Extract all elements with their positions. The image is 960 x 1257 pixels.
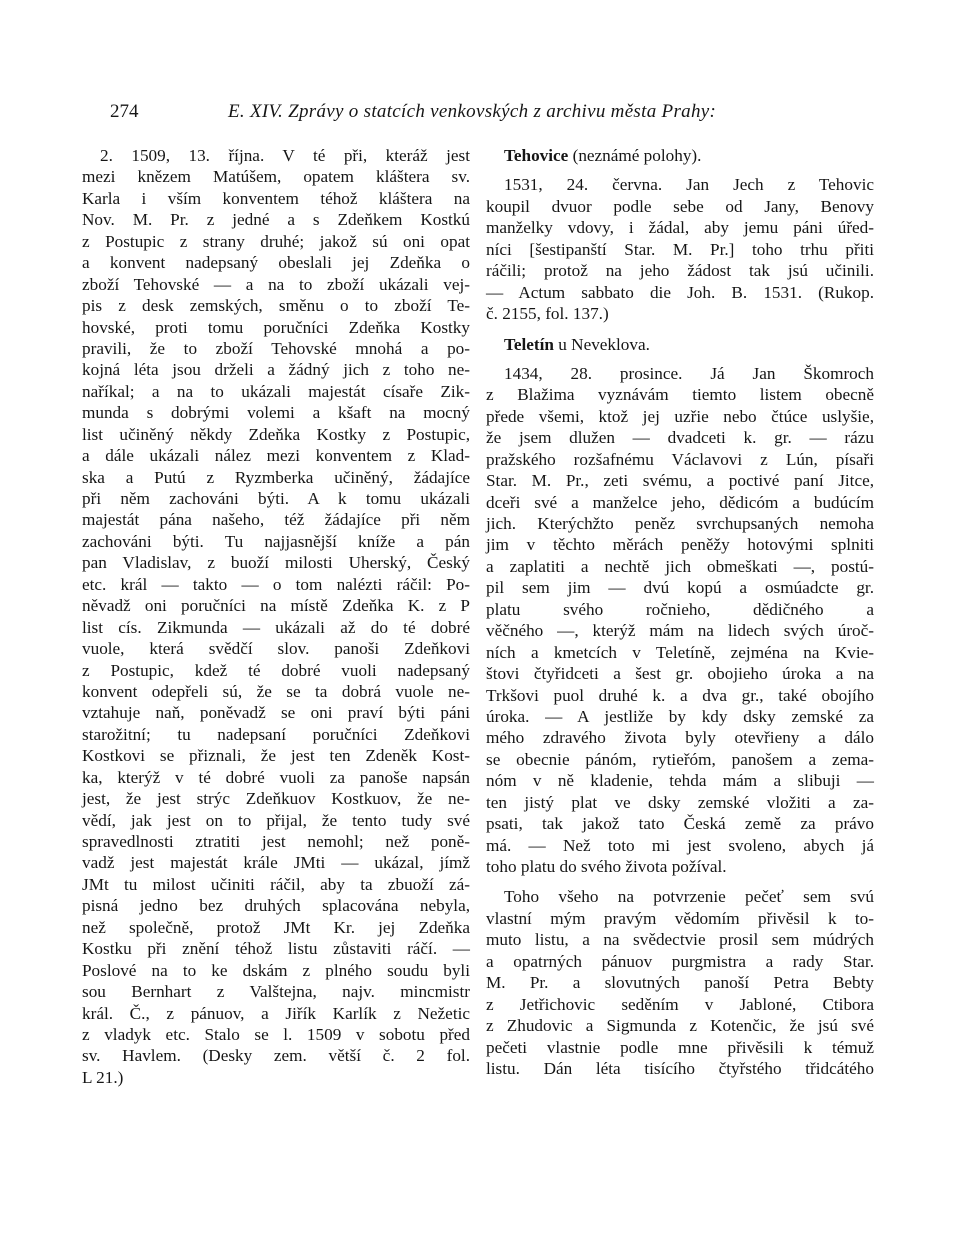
- text-line: pravili, že to zboží Tehovské mnohá a po-: [82, 338, 470, 358]
- text-line: ráčili; protož na jeho žádost tak jsú učinili.: [486, 261, 874, 281]
- text-line: přede všemi, ktož jej uzřie nebo čtúce uslyšie,: [486, 406, 874, 426]
- heading-place-name: Tehovice: [504, 146, 569, 165]
- text-line: pan Vladislav, z buoží milosti Uherský, Český: [82, 553, 470, 573]
- section-heading: [486, 334, 874, 355]
- text-line: mého zdravého života byly otevřieny a dálo: [486, 728, 874, 748]
- paragraph-gap: [486, 166, 874, 174]
- text-line: než společně, protož JMt Kr. jej Zdeňka: [82, 917, 470, 937]
- text-line: a opatrných pánuov purgmistra a rady Star.: [486, 951, 874, 971]
- text-line: jest, že jest strýc Zdeňkuov Kostkuov, že ne-: [82, 789, 470, 809]
- page-number: 274: [110, 101, 139, 122]
- text-line: ních a kmetcích v Teletíně, zejména na Kvie-: [486, 642, 874, 662]
- text-line: etc. král — takto — o tom nalézti ráčil: Po-: [82, 574, 470, 594]
- text-line: z Postupic z strany druhé; jakož sú oni opat: [82, 231, 470, 251]
- text-line: — Actum sabbato die Joh. B. 1531. (Rukop.: [486, 282, 874, 302]
- text-line: majestát pána našeho, též žádajíce při něm: [82, 510, 470, 530]
- text-line: štovi čtyřidceti a šest gr. obojieho úroka a na: [486, 664, 874, 684]
- text-line: konvent odepřeli sú, že se ta dobrá vuole ne-: [82, 681, 470, 701]
- text-line: toho platu do svého života požíval.: [486, 857, 727, 876]
- text-line: list učiněný někdy Zdeňka Kostky z Postupic,: [82, 424, 470, 444]
- text-line: z Zhudovic a Sigmunda z Kotenčic, že jsú své: [486, 1016, 874, 1036]
- heading-note: (neznámé polohy).: [568, 146, 702, 165]
- paragraph-gap: [486, 325, 874, 334]
- text-line: jich. Kterýchžto peněz svrchupsaných nemoha: [486, 514, 874, 533]
- text-line: z vladyk etc. Stalo se l. 1509 v sobotu před: [82, 1024, 470, 1044]
- text-line: listu. Dán léta tisícího čtyřstého třidcátého: [486, 1058, 874, 1078]
- text-line: Star. M. Pr., zeti svému, a poctivé paní Jitce,: [486, 471, 874, 491]
- text-line: mezi knězem Matúšem, opatem kláštera sv.: [82, 167, 470, 187]
- text-line: a dále ukázali nález mezi konventem z Klad-: [82, 446, 470, 466]
- text-line: Kostkovi se přiznali, že jest ten Zdeněk Kost-: [82, 746, 470, 766]
- text-line: dceři své a manželce jeho, dědicóm a budúcím: [486, 492, 874, 512]
- text-line: že jsem dlužen — dvadceti k. gr. — rázu: [486, 428, 874, 448]
- text-line: má. — Než toto mi jest svoleno, abych já: [486, 835, 874, 855]
- text-line: L 21.): [82, 1067, 124, 1087]
- text-line: Poslové na to ke dskám z plného soudu byli: [82, 960, 470, 980]
- text-line: něvadž oni poručníci na místě Zdeňka K. z P: [82, 596, 470, 616]
- text-line: a konvent nadepsaný obeslali jej Zdeňka o: [82, 253, 470, 273]
- text-line: Nov. M. Pr. z jedné a s Zdeňkem Kostkú: [82, 210, 470, 230]
- text-line: vuole, která svědčí slov. panoši Zdeňkovi: [82, 639, 470, 659]
- text-line: pečeti vlastnie podle mne přivěsili k témuž: [486, 1037, 874, 1057]
- text-line: ka, kterýž v té dobré vuoli za panoše napsán: [82, 767, 470, 787]
- text-line: Kostku při znění téhož listu zůstaviti ráčí. —: [82, 939, 470, 959]
- text-line: jim v těchto měrách peněžy hotovými splniti: [486, 535, 874, 555]
- text-line: koupil dvuor podle sebe od Jany, Benovy: [486, 196, 874, 216]
- text-line: č. 2155, fol. 137.): [486, 304, 609, 324]
- text-line: z Postupic, kdež té dobré vuoli nadepsaný: [82, 660, 470, 680]
- text-line: a zaplatiti a nechtě jich obmeškati —, postú-: [486, 556, 874, 576]
- text-line: pisná jedno bez druhých splacována nebyla,: [82, 896, 470, 916]
- text-line: vlastní mým pravým vědomím přivěsil k to-: [486, 908, 874, 928]
- text-line: ska a Putú z Ryzmberka učiněný, žádajíce: [82, 467, 470, 487]
- right-column: [486, 145, 874, 1079]
- text-line: sou Bernhart z Valštejna, najv. mincmistr: [82, 982, 470, 1002]
- text-line: Karla i vším konventem téhož kláštera na: [82, 188, 470, 208]
- text-line: manželky vdovy, i žádal, aby jemu páni úřed-: [486, 218, 874, 238]
- text-line: 1531, 24. června. Jan Jech z Tehovic: [504, 175, 874, 195]
- left-column: [82, 145, 470, 1088]
- text-line: M. Pr. a slovutných panoší Petra Bebty: [486, 973, 874, 993]
- text-line: se obecnie pánóm, rytieřóm, panošem a zema-: [486, 749, 874, 769]
- text-line: níci [šestipanští Star. M. Pr.] toho trhu přiti: [486, 239, 874, 259]
- text-line: úroka. — A jestliže by kdy dsky zemské za: [486, 706, 874, 726]
- running-title: E. XIV. Zprávy o statcích venkovských z archivu města Prahy:: [228, 101, 717, 122]
- heading-place-name: Teletín: [504, 334, 554, 354]
- text-line: věčného —, kterýž mám na lidech svých úroč-: [486, 621, 874, 641]
- text-line: pis z desk zemských, směnu o to zboží Te-: [82, 296, 470, 316]
- text-line: ten jistý plat ve dsky zemské vložiti a za-: [486, 792, 874, 812]
- text-line: nóm v ně kladenie, tehda mám a slibuji —: [486, 771, 874, 791]
- running-header: [110, 101, 870, 131]
- text-line: hovské, proti tomu poručníci Zdeňka Kostky: [82, 317, 470, 337]
- section-heading: [486, 145, 874, 166]
- text-line: král. Č., z pánuov, a Jiřík Karlík z Nežetic: [82, 1003, 470, 1023]
- text-line: z Jetřichovic seděním v Jabloné, Ctibora: [486, 994, 874, 1014]
- text-line: muto listu, a na svědectvie prosil sem múdrých: [486, 930, 874, 950]
- text-line: naříkal; a na to ukázali majestát císaře Zik-: [82, 381, 470, 401]
- text-line: platu svého ročnieho, dědičného a: [486, 599, 874, 619]
- text-line: pil sem jim — dvú kopú a osmúadcte gr.: [486, 578, 874, 598]
- heading-note: u Neveklova.: [553, 334, 650, 354]
- text-line: psati, tak jakož tato Česká země za právo: [486, 814, 874, 834]
- text-line: Toho všeho na potvrzenie pečeť sem svú: [504, 887, 874, 907]
- paragraph-gap: [486, 877, 874, 886]
- text-line: z Blažima vyznávám tiemto listem obecně: [486, 385, 874, 405]
- text-line: JMt tu milost učiniti ráčil, aby ta zbuoží zá-: [82, 874, 470, 894]
- text-line: pražského rozšafnému Václavovi z Lún, písaři: [486, 449, 874, 469]
- text-line: zboží Tehovské — a na to zboží ukázali vej-: [82, 274, 470, 294]
- text-line: list cís. Zikmunda — ukázali až do té dobré: [82, 617, 470, 637]
- text-line: 2. 1509, 13. října. V té při, kteráž jest: [100, 146, 470, 165]
- text-line: sv. Havlem. (Desky zem. větší č. 2 fol.: [82, 1046, 470, 1066]
- text-line: zachováni býti. Tu najjasnější kníže a pán: [82, 531, 470, 551]
- text-line: starožitní; tu nadepsaní poručníci Zdeňkovi: [82, 724, 470, 744]
- text-line: kojná léta jsou drželi a žádný jich z toho ne-: [82, 360, 470, 380]
- paragraph-gap: [486, 355, 874, 363]
- text-line: spravedlnosti ztratiti jest nemohl; než poně-: [82, 832, 470, 851]
- text-line: při něm zachováni býti. A k tomu ukázali: [82, 489, 470, 508]
- text-line: Trkšovi puol druhé k. a dva gr., také obojího: [486, 685, 874, 705]
- text-line: vadž jest majestát krále JMti — ukázal, jímž: [82, 853, 470, 873]
- text-line: munda s dobrými volemi a kšaft na mocný: [82, 403, 470, 423]
- text-line: vztahuje naň, poněvadž se oni praví býti páni: [82, 703, 470, 723]
- text-line: 1434, 28. prosince. Já Jan Škomroch: [504, 363, 874, 383]
- text-line: vědí, jak jest on to přijal, že tento tudy své: [82, 810, 470, 830]
